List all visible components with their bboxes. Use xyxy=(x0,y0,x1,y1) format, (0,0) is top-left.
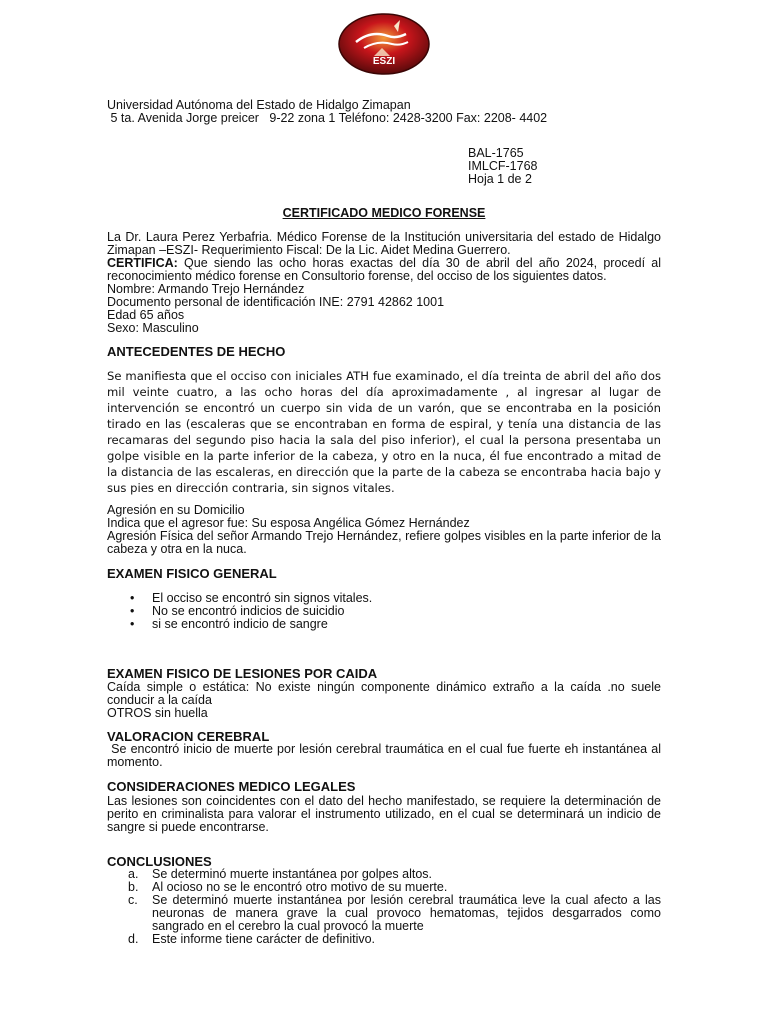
list-item xyxy=(107,894,661,933)
doctor-statement: La Dr. Laura Perez Yerbafria. Médico Forense de la Institución universitaria del estado de Hidalgo Zimapan –ESZI- Requerimiento Fiscal: De la Lic. Aidet Medina Guerrero. xyxy=(107,230,661,257)
conclusiones-heading: CONCLUSIONES xyxy=(107,854,212,869)
institution-address: 5 ta. Avenida Jorge preicer 9-22 zona 1 Teléfono: 2428-3200 Fax: 2208- 4402 xyxy=(107,111,548,125)
agresion-description: Agresión Física del señor Armando Trejo Hernández, refiere golpes visibles en la parte inferior de la cabeza y otra en la nuca. xyxy=(107,529,661,556)
otros-note: OTROS sin huella xyxy=(107,706,208,720)
reference-block xyxy=(468,147,588,186)
caida-description: Caída simple o estática: No existe ningún componente dinámico extraño a la caída .no suele conducir a la caída xyxy=(107,680,661,707)
list-text: Se determinó muerte instantánea por golpes altos. xyxy=(152,867,433,881)
reference-bal: BAL-1765 xyxy=(468,146,524,160)
list-text: Se determinó muerte instantánea por lesión cerebral traumática leve la cual afecto a las neuronas de manera grave la cual provoco hematomas, tejidos desgarrados como sangrado en el cerebro la cual provocó la muerte xyxy=(152,893,661,933)
consideraciones-heading: CONSIDERACIONES MEDICO LEGALES xyxy=(107,779,356,794)
patient-age: Edad 65 años xyxy=(107,308,185,322)
agresor-statement: Indica que el agresor fue: Su esposa Angélica Gómez Hernández xyxy=(107,516,470,530)
examen-general-list xyxy=(130,592,650,631)
list-text: Al ocioso no se le encontró otro motivo de su muerte. xyxy=(152,880,448,894)
page-indicator: Hoja 1 de 2 xyxy=(468,172,532,186)
patient-document: Documento personal de identificación INE: 2791 42862 1001 xyxy=(107,295,445,309)
list-text: Este informe tiene carácter de definitivo. xyxy=(152,932,376,946)
consideraciones-text: Las lesiones son coincidentes con el dato del hecho manifestado, se requiere la determinación de perito en criminalista para valorar el instrumento utilizado, en el cual se determinará un indicio de sangre si puede encontrarse. xyxy=(107,794,661,834)
list-marker: c. xyxy=(128,893,138,907)
eszi-logo xyxy=(336,12,432,76)
document-title: CERTIFICADO MEDICO FORENSE xyxy=(282,206,486,220)
conclusiones-list xyxy=(107,868,661,946)
list-item: • El occiso se encontró sin signos vitales. xyxy=(130,592,650,605)
patient-name: Nombre: Armando Trejo Hernández xyxy=(107,282,305,296)
agresion-section xyxy=(107,504,661,556)
certifica-label: CERTIFICA: xyxy=(107,256,178,270)
institution-name: Universidad Autónoma del Estado de Hidalgo Zimapan xyxy=(107,98,411,112)
list-marker: b. xyxy=(128,880,139,894)
institution-header xyxy=(107,99,667,125)
certifica-statement xyxy=(107,257,661,283)
list-marker: a. xyxy=(128,867,139,881)
agresion-location: Agresión en su Domicilio xyxy=(107,503,245,517)
examen-lesiones-section xyxy=(107,681,661,720)
reference-imlcf: IMLCF-1768 xyxy=(468,159,538,173)
patient-sex: Sexo: Masculino xyxy=(107,321,199,335)
certifica-text: Que siendo las ocho horas exactas del día 30 de abril del año 2024, procedí al reconocimiento médico forense en Consultorio forense, del occiso de los siguientes datos. xyxy=(107,256,661,283)
list-marker: d. xyxy=(128,932,139,946)
examen-general-heading: EXAMEN FISICO GENERAL xyxy=(107,566,277,581)
examen-lesiones-heading: EXAMEN FISICO DE LESIONES POR CAIDA xyxy=(107,666,378,681)
intro-section xyxy=(107,231,661,335)
valoracion-text: Se encontró inicio de muerte por lesión cerebral traumática en el cual fue fuerte eh instantánea al momento. xyxy=(107,742,665,769)
logo-text: ESZI xyxy=(372,56,396,67)
list-item: • si se encontró indicio de sangre xyxy=(130,618,650,631)
list-item xyxy=(107,933,661,946)
antecedentes-text: Se manifiesta que el occiso con iniciales ATH fue examinado, el día treinta de abril del año dos mil veinte cuatro, a las ocho horas del día aproximadamente , al ingresar al lugar de intervención se encontró un cuerpo sin vida de un varón, que se encontraba en la posición tirado en las (escaleras que se encontraban en forma de espiral, y tenía una distancia de las recamaras del segundo piso hacia la sala del piso inferior), el cual la persona presentaba un golpe visible en la parte inferior de la cabeza, y otro en la nuca, él fue encontrado a mitad de la distancia de las escaleras, en dirección que la parte de la cabeza se encontraba hacia bajo y sus pies en dirección contraria, sin signos vitales. xyxy=(107,369,661,495)
valoracion-heading: VALORACION CEREBRAL xyxy=(107,729,270,744)
list-item: • No se encontró indicios de suicidio xyxy=(130,605,650,618)
antecedentes-heading: ANTECEDENTES DE HECHO xyxy=(107,344,286,359)
